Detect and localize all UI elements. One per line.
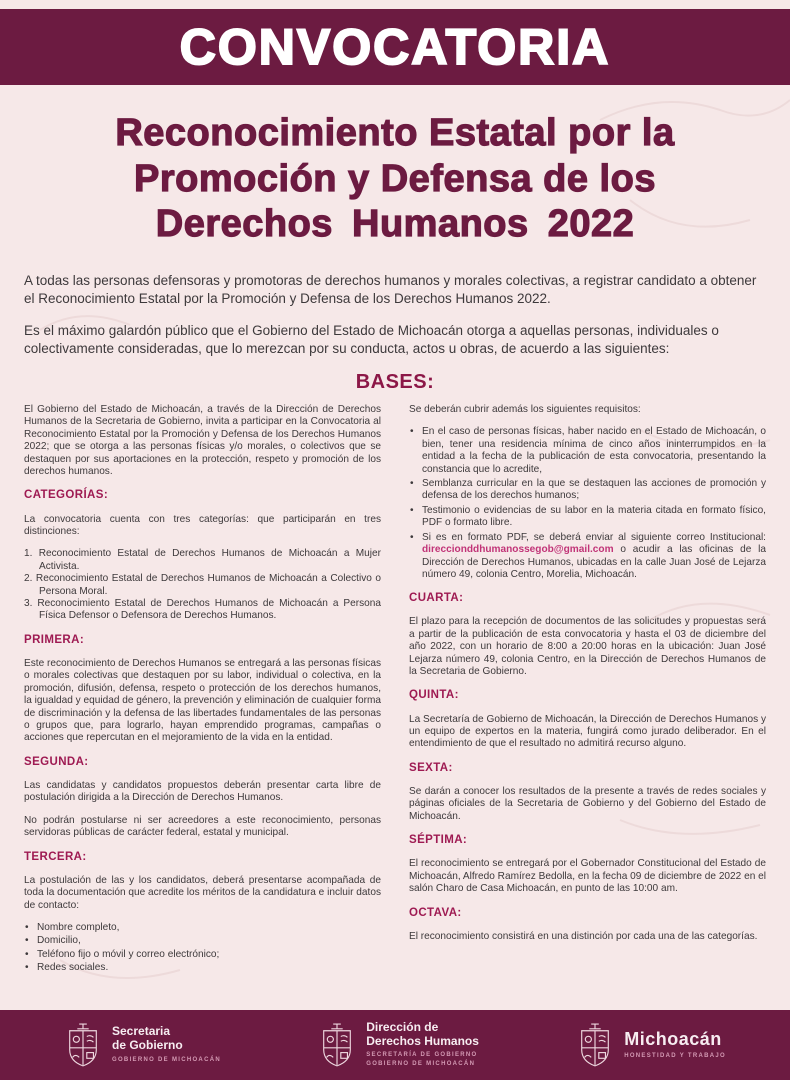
logo-michoacan bbox=[576, 1021, 726, 1069]
banner-title: CONVOCATORIA bbox=[179, 19, 611, 75]
logo-text bbox=[112, 1025, 221, 1065]
logo-text bbox=[624, 1029, 726, 1062]
poster-title-line1: Reconocimiento Estatal por la bbox=[115, 112, 675, 154]
quinta-heading: QUINTA: bbox=[409, 689, 459, 702]
segunda-paragraph-1: Las candidatas y candidatos propuestos deberán presentar carta libre de postulación dirigida a la Dirección de Derechos Humanos. bbox=[24, 779, 381, 804]
poster-title bbox=[0, 111, 790, 248]
intro-paragraph-1: A todas las personas defensoras y promotoras de derechos humanos y morales colectivas, a registrar candidato a obtener el Reconocimiento Estatal por la Promoción y Defensa de los Derechos Humanos 2022. bbox=[24, 272, 757, 306]
requisito-bullet: • Testimonio o evidencias de su labor en la materia citada en formato físico, PDF o formato libre. bbox=[409, 505, 766, 530]
top-margin bbox=[0, 0, 790, 9]
logo-title-line2: Derechos Humanos bbox=[366, 1033, 479, 1048]
categorias-list bbox=[24, 548, 381, 622]
left-intro-paragraph: El Gobierno del Estado de Michoacán, a través de la Dirección de Derechos Humanos de la Secretaria de Gobierno, invita a participar en la Convocatoria al Reconocimiento Estatal por la Promoción y Defensa de los Derechos Humanos 2022; que se otorga a las personas físicas y/o morales, o colectivos que se destaquen por sus aportaciones en la protección, respeto y promoción de los derechos humanos. bbox=[24, 404, 381, 478]
footer-bar bbox=[0, 1010, 790, 1080]
logo-subtitle: GOBIERNO DE MICHOACÁN bbox=[366, 1061, 476, 1068]
requisito-bullet: • En el caso de personas físicas, haber nacido en el Estado de Michoacán, o bien, tener una residencia mínima de cinco años ininterrumpidos en la entidad a la fecha de la publicación de esta convocatoria, presentando la constancia que lo acredite, bbox=[409, 426, 766, 476]
requisito-bullet-email bbox=[409, 532, 766, 582]
contacto-bullet: • Teléfono fijo o móvil y correo electrónico; bbox=[24, 949, 381, 961]
requisitos-intro: Se deberán cubrir además los siguientes requisitos: bbox=[409, 404, 641, 416]
poster-title-line2: Promoción y Defensa de los bbox=[134, 157, 656, 200]
requisitos-bullet-list bbox=[409, 426, 766, 581]
header-banner bbox=[0, 9, 790, 85]
cuarta-heading: CUARTA: bbox=[409, 592, 464, 605]
michoacan-crest-icon bbox=[64, 1021, 102, 1069]
michoacan-crest-icon bbox=[576, 1021, 614, 1069]
categoria-item: 2. Reconocimiento Estatal de Derechos Humanos de Michoacán a Colectivo o Persona Moral. bbox=[24, 573, 381, 597]
contacto-bullet-list bbox=[24, 922, 381, 975]
septima-text: El reconocimiento se entregará por el Gobernador Constitucional del Estado de Michoacán, Alfredo Ramírez Bedolla, en la fecha 09 de diciembre de 2022 en el salón Charo de Casa Michoacán, en punto de las 10:00 am. bbox=[409, 858, 766, 895]
logo-direccion-derechos-humanos bbox=[318, 1021, 479, 1070]
primera-heading: PRIMERA: bbox=[24, 633, 85, 646]
logo-title-line1: Dirección de bbox=[366, 1019, 439, 1034]
logo-title-line2: de Gobierno bbox=[112, 1038, 183, 1052]
sexta-heading: SEXTA: bbox=[409, 761, 453, 774]
logo-title-line1: Secretaria bbox=[112, 1024, 171, 1039]
primera-text: Este reconocimiento de Derechos Humanos se entregará a las personas físicas o morales colectivas que destaquen por su labor, individual o colectiva, en la promoción, difusión, defensa, respeto o protección de los derechos humanos, la igualdad y equidad de género, la prevención y eliminación de cualquier forma de discriminación y la defensa de las libertades fundamentales de las personas o grupos que, para lograrlo, hayan emprendido programas, campañas o acciones que repercutan en el mejoramiento de la vida en la entidad. bbox=[24, 658, 381, 744]
segunda-paragraph-2: No podrán postularse ni ser acreedores a este reconocimiento, personas servidoras públicas de carácter federal, estatal y municipal. bbox=[24, 814, 381, 839]
right-column bbox=[409, 404, 766, 985]
categoria-item: 1. Reconocimiento Estatal de Derechos Humanos de Michoacán a Mujer Activista. bbox=[24, 548, 381, 572]
intro-paragraph-2: Es el máximo galardón público que el Gobierno del Estado de Michoacán otorga a aquellas personas, individuales o colectivamente consideradas, que lo merezcan por su conducta, actos u obras, de acuerdo a las siguientes: bbox=[24, 323, 719, 357]
octava-text: El reconocimiento consistirá en una distinción por cada una de las categorías. bbox=[409, 930, 758, 942]
logo-text bbox=[366, 1021, 479, 1070]
logo-subtitle: GOBIERNO DE MICHOACÁN bbox=[112, 1056, 221, 1063]
octava-heading: OCTAVA: bbox=[409, 906, 462, 919]
bases-columns bbox=[24, 404, 766, 985]
intro-section bbox=[24, 272, 766, 358]
poster-title-line3: Derechos Humanos 2022 bbox=[155, 203, 635, 246]
logo-subtitle: HONESTIDAD Y TRABAJO bbox=[624, 1053, 726, 1060]
institutional-email-link[interactable]: direccionddhumanossegob@gmail.com bbox=[422, 544, 614, 556]
michoacan-crest-icon bbox=[318, 1021, 356, 1069]
quinta-text: La Secretaría de Gobierno de Michoacán, la Dirección de Derechos Humanos y un equipo de expertos en la materia, fungirá como jurado deliberador. En el entendimiento de que el resultado no admitirá recurso alguno. bbox=[409, 713, 766, 750]
tercera-heading: TERCERA: bbox=[24, 850, 87, 863]
sexta-text: Se darán a conocer los resultados de la presente a través de redes sociales y páginas oficiales de la Secretaria de Gobierno y del Gobierno del Estado de Michoacán. bbox=[409, 785, 766, 822]
requisito-email-post: o acudir a las oficinas de la Dirección de Derechos Humanos, ubicadas en la calle Juan José de Lejarza número 49, colonia Centro, Morelia, Michoacán. bbox=[422, 544, 766, 580]
septima-heading: SÉPTIMA: bbox=[409, 834, 468, 847]
cuarta-text: El plazo para la recepción de documentos de las solicitudes y propuestas será a partir de la publicación de esta convocatoria y hasta el 03 de diciembre del año 2022, con un horario de 8:00 a 20:00 horas en la ubicación: Juan José Lejarza número 49, colonia Centro, en la Dirección de Derechos Humanos de la Secretaria de Gobierno. bbox=[409, 616, 766, 678]
logo-subtitle: SECRETARÍA DE GOBIERNO bbox=[366, 1052, 478, 1059]
requisito-bullet: • Semblanza curricular en la que se destaquen las acciones de promoción y defensa de los derechos humanos; bbox=[409, 478, 766, 503]
requisito-email-pre: Si es en formato PDF, se deberá enviar al siguiente correo Institucional: bbox=[422, 531, 766, 543]
left-column bbox=[24, 404, 381, 985]
categorias-intro: La convocatoria cuenta con tres categorías: que participarán en tres distinciones: bbox=[24, 513, 381, 538]
categorias-heading: CATEGORÍAS: bbox=[24, 489, 109, 502]
tercera-text: La postulación de las y los candidatos, deberá presentarse acompañada de toda la documentación que acredite los méritos de la candidatura e incluir datos de contacto: bbox=[24, 874, 381, 911]
bases-heading: BASES: bbox=[355, 371, 435, 394]
logo-title-line1: Michoacán bbox=[624, 1028, 722, 1049]
categoria-item: 3. Reconocimiento Estatal de Derechos Humanos de Michoacán a Persona Física Defensor o Defensora de Derechos Humanos. bbox=[24, 598, 381, 622]
contacto-bullet: • Domicilio, bbox=[24, 935, 381, 947]
contacto-bullet: • Redes sociales. bbox=[24, 962, 381, 974]
logo-secretaria-de-gobierno bbox=[64, 1021, 221, 1069]
contacto-bullet: • Nombre completo, bbox=[24, 922, 381, 934]
segunda-heading: SEGUNDA: bbox=[24, 755, 89, 768]
